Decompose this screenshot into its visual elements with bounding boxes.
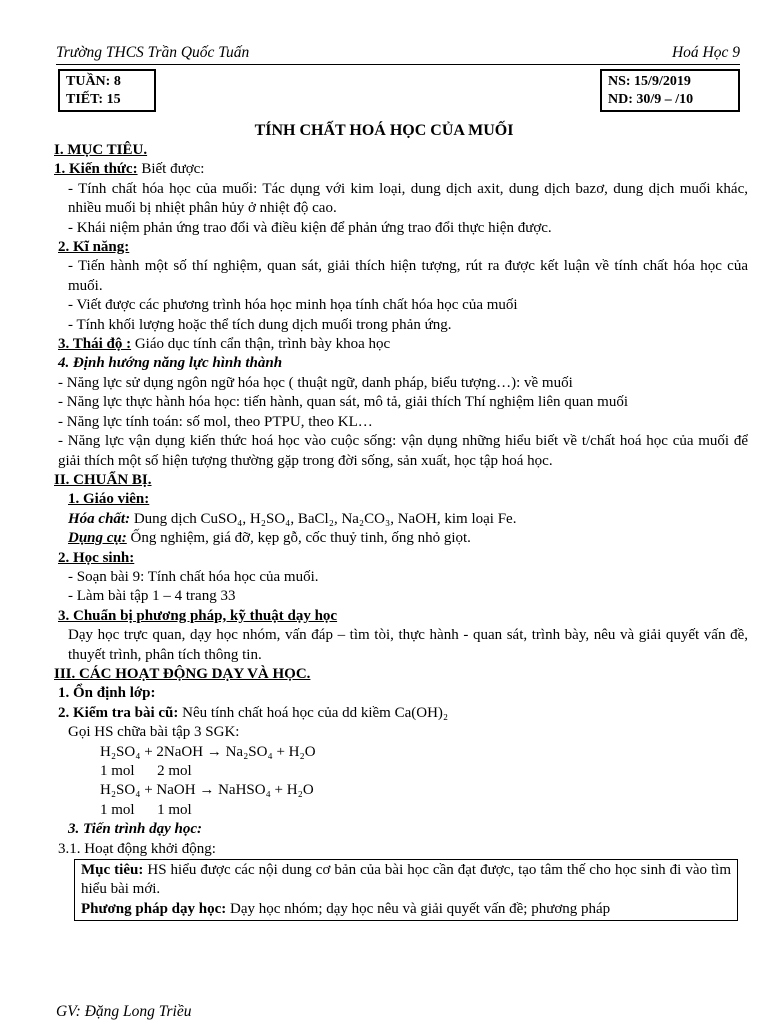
warmup-heading: 3.1. Hoạt động khởi động:: [58, 840, 216, 857]
knowledge-intro: Biết được:: [137, 161, 205, 178]
subject-name: Hoá Học 9: [671, 44, 740, 61]
method-prep-heading: 3. Chuẩn bị phương pháp, kỹ thuật dạy học: [58, 607, 338, 624]
goal-line: [81, 861, 731, 900]
equation-1-moles: 1 mol 2 mol: [100, 763, 192, 779]
document-body: [54, 141, 748, 921]
goal-label: Mục tiêu:: [81, 862, 144, 879]
method-line: [81, 900, 731, 919]
date-box: [600, 69, 740, 112]
skills-heading: 2. Kĩ năng:: [58, 239, 130, 256]
teacher-heading: 1. Giáo viên:: [68, 491, 150, 508]
section-2-heading: II. CHUẨN BỊ.: [54, 471, 152, 488]
review-line: [54, 704, 748, 723]
attitude-line: [54, 335, 748, 354]
competence-heading: 4. Định hướng năng lực hình thành: [58, 355, 283, 372]
week-label: TUẦN: 8: [66, 74, 121, 89]
chemicals-text: Dung dịch CuSO₄, H₂SO₄, BaCl₂, Na₂CO₃, NaOH, kim loại Fe.: [130, 510, 517, 527]
equation-2: H₂SO₄ + NaOH → NaHSO₄ + H₂O: [100, 782, 314, 799]
week-period-box: [58, 69, 156, 112]
method-text: Dạy học nhóm; dạy học nêu và giải quyết vấn đề; phương pháp: [226, 900, 611, 917]
equation-2-moles: 1 mol 1 mol: [100, 801, 192, 818]
skills-item-1: - Tiến hành một số thí nghiệm, quan sát, giải thích hiện tượng, rút ra được kết luận về tính chất hóa học của muối.: [68, 258, 748, 294]
skills-item-2: - Viết được các phương trình hóa học minh họa tính chất hóa học của muối: [68, 297, 518, 314]
period-label: TIẾT: 15: [66, 92, 121, 107]
equation-1: H₂SO₄ + 2NaOH → Na₂SO₄ + H₂O: [100, 743, 316, 760]
knowledge-heading: 1. Kiến thức:: [54, 161, 138, 178]
section-3-heading: III. CÁC HOẠT ĐỘNG DẠY VÀ HỌC.: [54, 665, 311, 682]
procedure-heading: 3. Tiến trình dạy học:: [68, 821, 203, 838]
method-label: Phương pháp dạy học:: [81, 900, 227, 917]
review-heading: 2. Kiểm tra bài cũ:: [58, 704, 179, 721]
equipment-label: Dụng cụ:: [68, 530, 127, 547]
homework-line: Gọi HS chữa bài tập 3 SGK:: [68, 724, 240, 741]
equipment-line: [54, 529, 748, 548]
knowledge-line: [54, 160, 748, 179]
goal-text: HS hiểu được các nội dung cơ bản của bài học cần đạt được, tạo tâm thế cho học sinh đi vào tìm hiểu bài mới.: [81, 862, 731, 898]
student-item-2: - Làm bài tập 1 – 4 trang 33: [68, 588, 236, 605]
student-heading: 2. Học sinh:: [58, 549, 135, 566]
attitude-text: Giáo dục tính cẩn thận, trình bày khoa học: [131, 336, 391, 353]
school-name: Trường THCS Trần Quốc Tuấn: [56, 44, 250, 61]
header-rule: [56, 64, 740, 65]
competence-item-1: - Năng lực sử dụng ngôn ngữ hóa học ( thuật ngữ, danh pháp, biểu tượng…): về muối: [58, 374, 573, 391]
section-1-heading: I. MỤC TIÊU.: [54, 142, 148, 158]
review-text: Nêu tính chất hoá học của dd kiềm Ca(OH)₂: [178, 704, 449, 721]
competence-item-2: - Năng lực thực hành hóa học: tiến hành, quan sát, mô tả, giải thích Thí nghiệm liên quan muối: [58, 394, 629, 411]
competence-item-4: - Năng lực vận dụng kiến thức hoá học vào cuộc sống: vận dụng những hiểu biết về t/chất hoá học của muối để giải thích một số hiện tượng thường gặp trong đời sống, sản xuất, học tập hoá học.: [58, 433, 748, 469]
equipment-text: Ống nghiệm, giá đỡ, kẹp gỗ, cốc thuỷ tinh, ống nhỏ giọt.: [126, 530, 471, 547]
attitude-heading: 3. Thái độ :: [58, 336, 132, 353]
class-order-heading: 1. Ổn định lớp:: [58, 685, 156, 702]
skills-item-3: - Tính khối lượng hoặc thể tích dung dịch muối trong phản ứng.: [68, 316, 452, 333]
chemicals-label: Hóa chất:: [68, 510, 131, 527]
competence-item-3: - Năng lực tính toán: số mol, theo PTPU, theo KL…: [58, 413, 373, 430]
student-item-1: - Soạn bài 9: Tính chất hóa học của muối.: [68, 568, 319, 585]
lesson-title: TÍNH CHẤT HOÁ HỌC CỦA MUỐI: [254, 122, 514, 139]
method-prep-text: Dạy học trực quan, dạy học nhóm, vấn đáp – tìm tòi, thực hành - quan sát, trình bày, nêu và giải quyết vấn đề, thuyết trình, phân tích thông tin.: [68, 627, 748, 663]
chemicals-line: [54, 510, 748, 529]
ns-date: NS: 15/9/2019: [608, 74, 691, 89]
knowledge-item-2: - Khái niệm phản ứng trao đổi và điều kiện để phản ứng trao đổi thực hiện được.: [68, 219, 552, 236]
knowledge-item-1: - Tính chất hóa học của muối: Tác dụng với kim loại, dung dịch axit, dung dịch bazơ, dung dịch muối khác, nhiều muối bị nhiệt phân hủy ở nhiệt độ cao.: [68, 180, 748, 217]
warmup-box: [74, 859, 738, 921]
nd-date: ND: 30/9 – /10: [608, 92, 694, 107]
teacher-name: GV: Đặng Long Triều: [56, 1003, 192, 1020]
